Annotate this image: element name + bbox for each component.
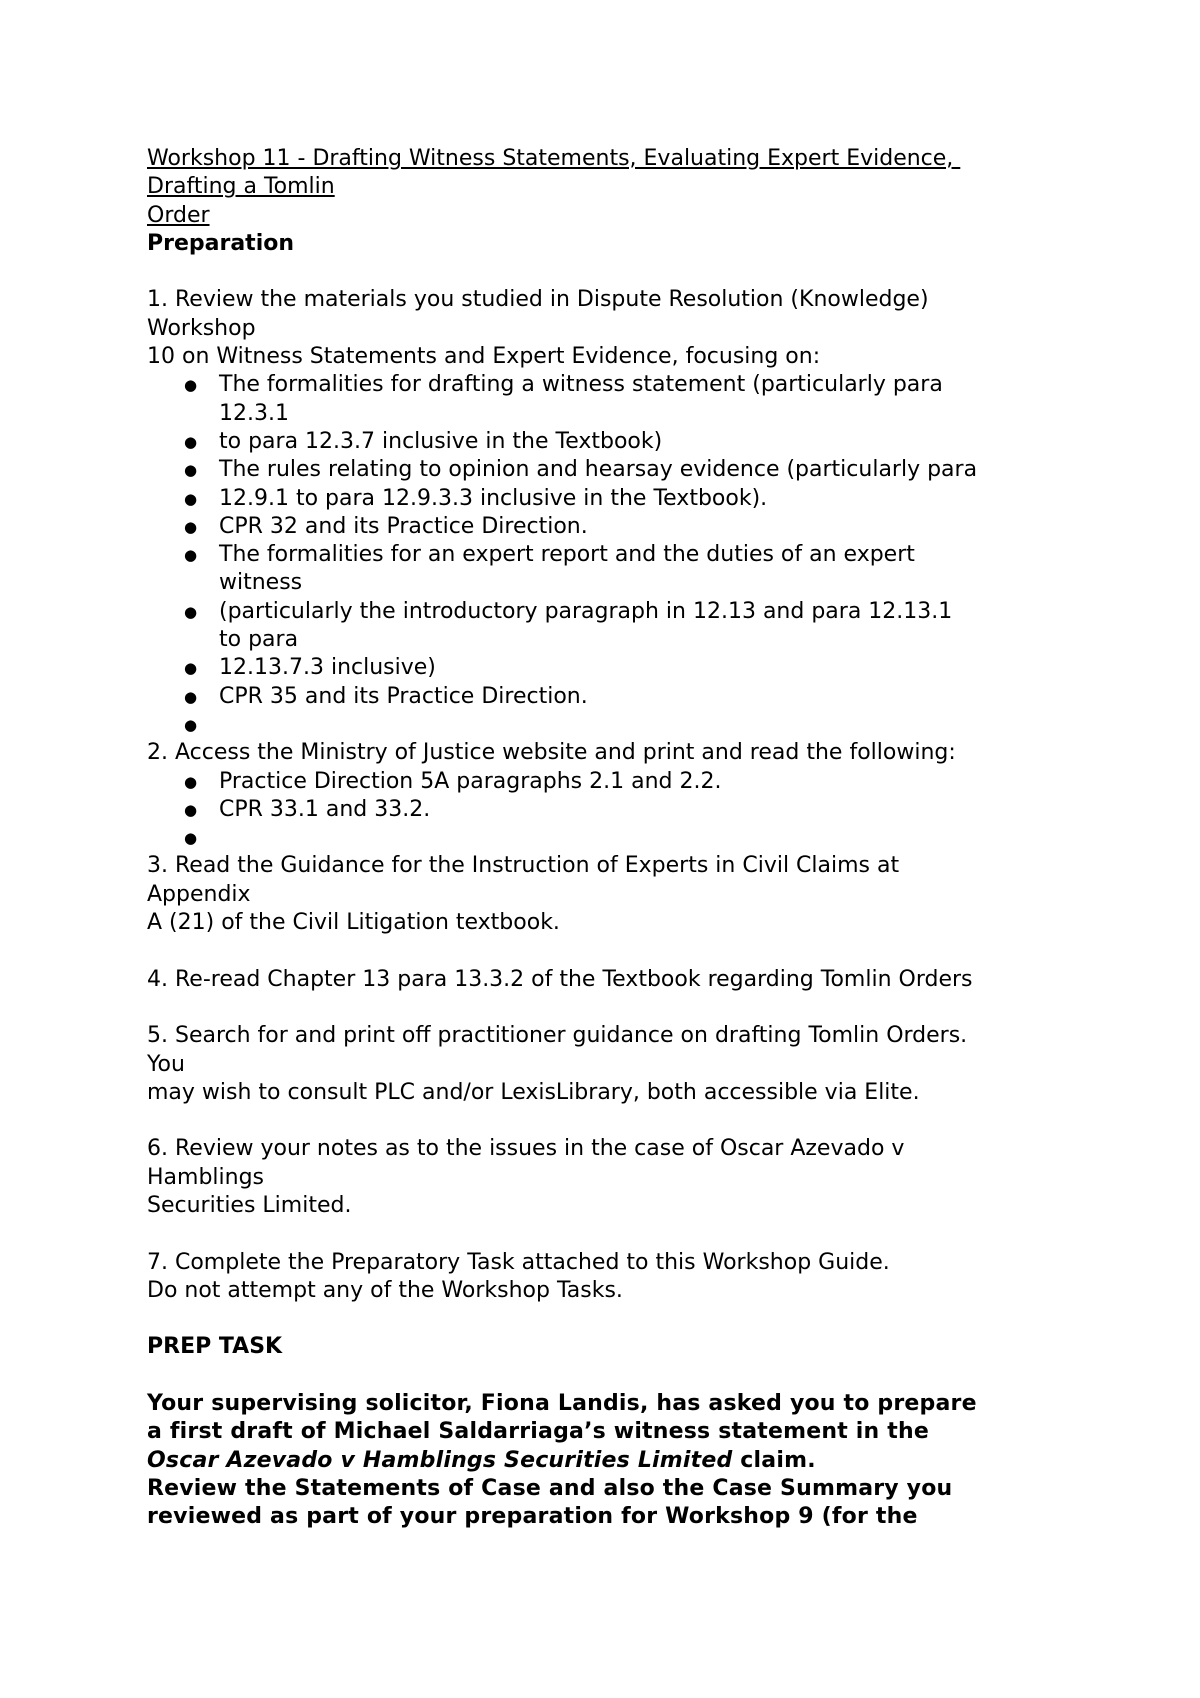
bullet-text: ● The formalities for an expert report and the duties of an expert	[219, 542, 915, 568]
item-line: 7. Complete the Preparatory Task attached to this Workshop Guide.	[147, 1249, 890, 1275]
item-line: 1. Review the materials you studied in Dispute Resolution (Knowledge)	[147, 287, 929, 313]
spacer	[147, 937, 1077, 965]
bullet-text: ● to para 12.3.7 inclusive in the Textbook)	[219, 428, 663, 454]
task-line	[147, 1447, 1077, 1475]
bullet-text: ● CPR 35 and its Practice Direction.	[219, 683, 588, 709]
item-1-bullet-list	[147, 371, 1077, 739]
task-line: a first draft of Michael Saldarriaga’s witness statement in the	[147, 1419, 929, 1445]
item-line: You	[147, 1051, 185, 1077]
item-line: 6. Review your notes as to the issues in the case of Oscar Azevado v	[147, 1136, 905, 1162]
bullet-text: ● The rules relating to opinion and hearsay evidence (particularly para	[219, 457, 978, 483]
item-line: 5. Search for and print off practitioner guidance on drafting Tomlin Orders.	[147, 1023, 968, 1049]
list-item	[147, 371, 1077, 428]
list-item	[147, 513, 1077, 541]
heading-line-2: Drafting a Tomlin	[147, 174, 335, 200]
item-line: 3. Read the Guidance for the Instruction of Experts in Civil Claims at	[147, 853, 900, 879]
prep-task-section	[147, 1333, 1077, 1531]
task-line-rest: claim.	[732, 1447, 816, 1473]
item-line: 10 on Witness Statements and Expert Evidence, focusing on:	[147, 344, 821, 370]
workshop-heading	[147, 145, 1077, 230]
prep-item-4	[147, 966, 1077, 994]
task-line: Your supervising solicitor, Fiona Landis, has asked you to prepare	[147, 1391, 977, 1417]
bullet-text: ● CPR 32 and its Practice Direction.	[219, 513, 588, 539]
task-line: reviewed as part of your preparation for Workshop 9 (for the	[147, 1504, 918, 1530]
case-name: Oscar Azevado v Hamblings Securities Limited	[147, 1447, 733, 1473]
spacer	[147, 258, 1077, 286]
item-line: Hamblings	[147, 1164, 265, 1190]
bullet-text	[219, 824, 1077, 852]
bullet-text-cont: 12.3.1	[219, 400, 289, 426]
item-line: Appendix	[147, 881, 251, 907]
bullet-text	[219, 711, 1077, 739]
list-item	[147, 768, 1077, 796]
heading-line-3: Order	[147, 202, 210, 228]
prep-task-title: PREP TASK	[147, 1334, 283, 1360]
spacer	[147, 1362, 1077, 1390]
list-item	[147, 485, 1077, 513]
list-item	[147, 654, 1077, 682]
list-item	[147, 824, 1077, 852]
item-line: Workshop	[147, 315, 256, 341]
prep-item-3	[147, 852, 1077, 937]
prep-item-5	[147, 1022, 1077, 1107]
task-line: Review the Statements of Case and also the Case Summary you	[147, 1475, 953, 1501]
list-item	[147, 428, 1077, 456]
item-line: Do not attempt any of the Workshop Tasks.	[147, 1277, 623, 1303]
prep-item-2	[147, 739, 1077, 852]
bullet-text: ● The formalities for drafting a witness statement (particularly para	[219, 372, 943, 398]
bullet-text-cont: to para	[219, 627, 299, 653]
prep-item-6	[147, 1135, 1077, 1220]
document-page	[147, 145, 1077, 1532]
bullet-text: ● 12.9.1 to para 12.9.3.3 inclusive in the Textbook).	[219, 485, 768, 511]
prep-item-7	[147, 1249, 1077, 1306]
item-line: may wish to consult PLC and/or LexisLibrary, both accessible via Elite.	[147, 1079, 920, 1105]
list-item	[147, 598, 1077, 655]
list-item	[147, 796, 1077, 824]
preparation-title: Preparation	[147, 230, 295, 256]
spacer	[147, 994, 1077, 1022]
spacer	[147, 1305, 1077, 1333]
heading-line-1: Workshop 11 - Drafting Witness Statements, Evaluating Expert Evidence,	[147, 146, 961, 171]
bullet-text: ● (particularly the introductory paragraph in 12.13 and para 12.13.1	[219, 598, 953, 624]
item-line: 2. Access the Ministry of Justice website and print and read the following:	[147, 740, 956, 766]
bullet-text: ● CPR 33.1 and 33.2.	[219, 796, 431, 822]
spacer	[147, 1107, 1077, 1135]
item-line: Securities Limited.	[147, 1192, 352, 1218]
item-line: 4. Re-read Chapter 13 para 13.3.2 of the Textbook regarding Tomlin Orders	[147, 966, 973, 992]
item-2-bullet-list	[147, 768, 1077, 853]
list-item	[147, 711, 1077, 739]
list-item	[147, 683, 1077, 711]
bullet-text: ● 12.13.7.3 inclusive)	[219, 655, 436, 681]
item-line: A (21) of the Civil Litigation textbook.	[147, 910, 560, 936]
bullet-text-cont: witness	[219, 570, 303, 596]
bullet-text: ● Practice Direction 5A paragraphs 2.1 and 2.2.	[219, 768, 722, 794]
spacer	[147, 1220, 1077, 1248]
prep-item-1	[147, 286, 1077, 739]
list-item	[147, 541, 1077, 598]
list-item	[147, 456, 1077, 484]
